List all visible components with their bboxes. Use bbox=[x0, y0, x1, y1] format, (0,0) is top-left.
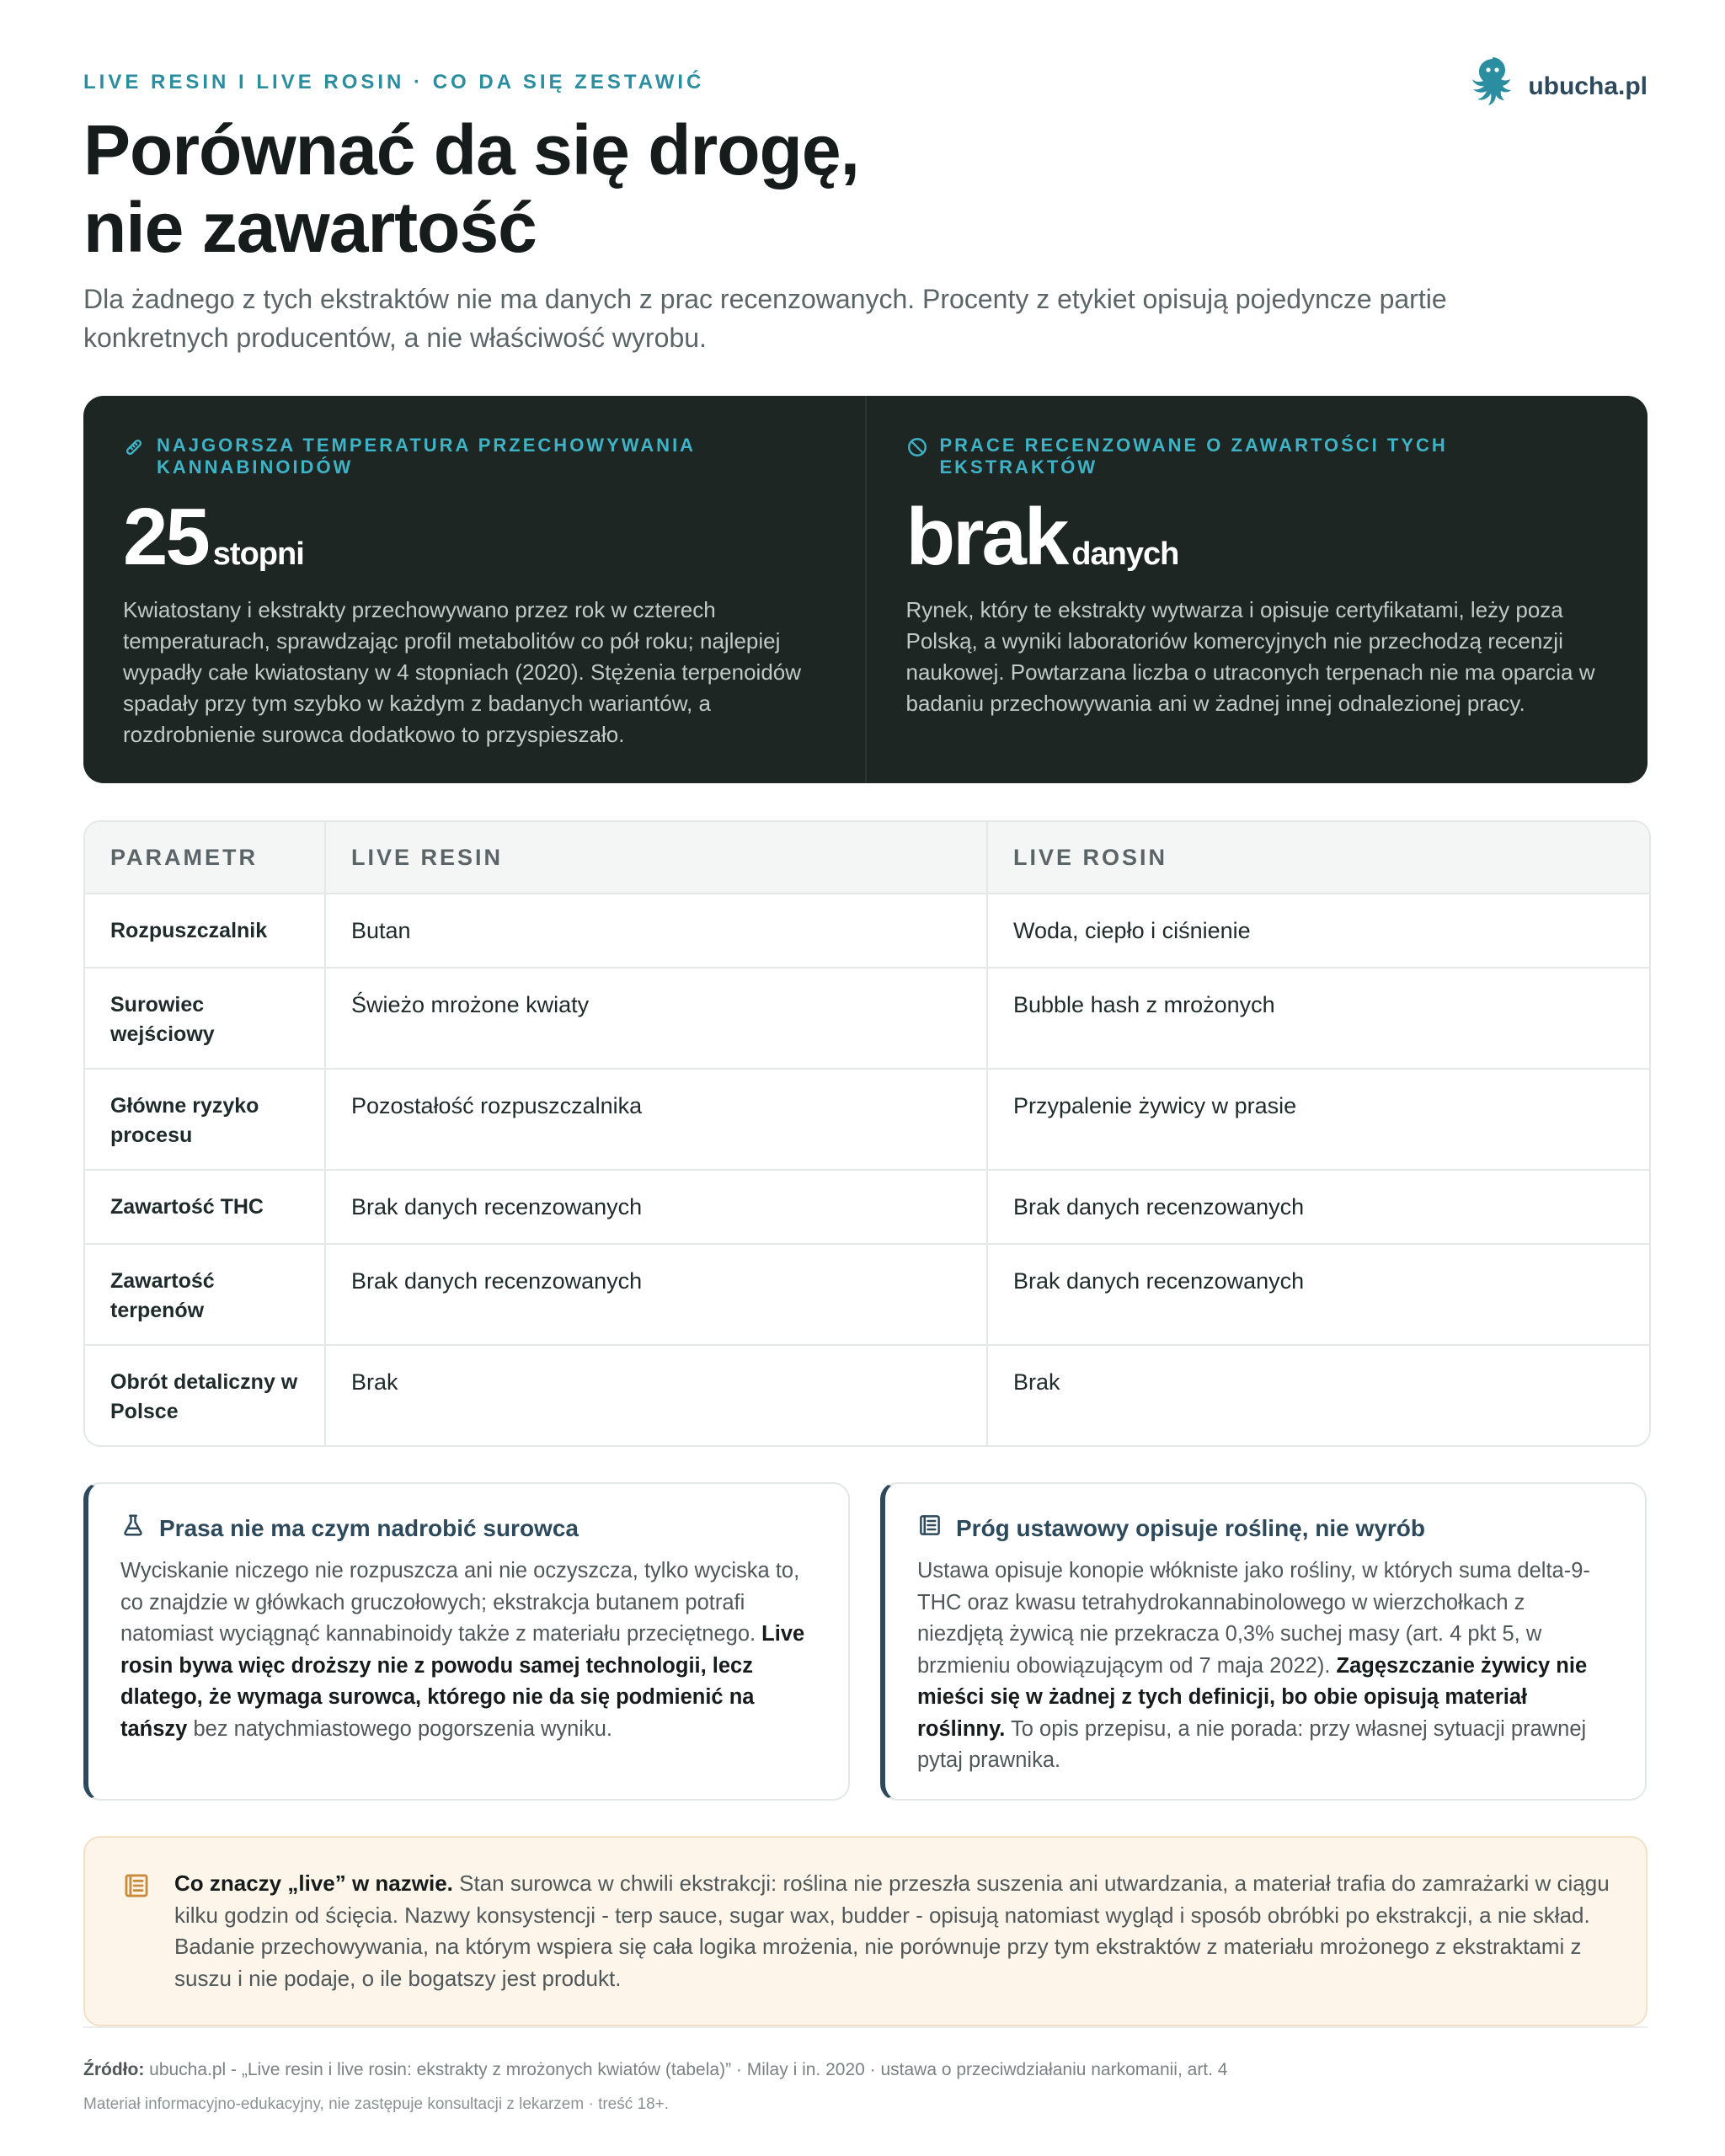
callout-body: Wyciskanie niczego nie rozpuszcza ani nie oczyszcza, tylko wyciska to, co znajdzie w główkach gruczołowych; ekstrakcja butanem potrafi natomiast wyciągnąć kannabinoidy także z materiału przeciętnego. Live rosin bywa więc droższy nie z powodu samej technologii, lecz dlatego, że wymaga surowca, którego nie da się podmienić na tańszy bez natychmiastowego pogorszenia wyniku. bbox=[120, 1559, 805, 1741]
callout-body: Ustawa opisuje konopie włókniste jako rośliny, w których suma delta-9-THC oraz kwasu tetrahydrokannabinolowego w wierzchołkach z niezdjętą żywicą nie przekracza 0,3% suchej masy (art. 4 pkt 5, w brzmieniu obowiązującym od 7 maja 2022). Zagęszczanie żywicy nie mieści się w żadnej z tych definicji, bo obie opisują materiał roślinny. To opis przepisu, a nie porada: przy własnej sytuacji prawnej pytaj prawnika. bbox=[917, 1559, 1590, 1772]
flask-icon bbox=[120, 1513, 146, 1544]
stat-label: NAJGORSZA TEMPERATURA PRZECHOWYWANIA KANNABINOIDÓW bbox=[157, 435, 696, 478]
footer-divider bbox=[83, 2026, 1648, 2028]
stat-description: Rynek, który te ekstrakty wytwarza i opisuje certyfikatami, leży poza Polską, a wyniki laboratoriów komercyjnych nie przechodzą recenzji naukowej. Powtarzana liczba o utraconych terpenach nie ma oparcia w badaniu przechowywania ani w żadnej innej odnalezionej pracy. bbox=[905, 597, 1595, 716]
table-cell-parameter: Surowiec wejściowy bbox=[85, 969, 326, 1068]
stat-temperature bbox=[83, 396, 865, 783]
table-cell-resin: Brak danych recenzowanych bbox=[326, 1245, 988, 1344]
table-header-row bbox=[85, 822, 1649, 893]
stats-panel bbox=[83, 396, 1648, 783]
brand-logo[interactable] bbox=[1469, 56, 1648, 117]
title-line-2: nie zawartość bbox=[83, 188, 537, 267]
table-cell-rosin: Brak bbox=[1013, 1369, 1060, 1395]
brand-name: ubucha.pl bbox=[1528, 72, 1648, 100]
stat-value: brak bbox=[905, 492, 1067, 582]
disclaimer: Materiał informacyjno-edukacyjny, nie zastępuje konsultacji z lekarzem · treść 18+. bbox=[83, 2095, 670, 2113]
table-row bbox=[85, 1243, 1649, 1344]
table-header-cell: PARAMETR bbox=[85, 822, 326, 893]
table-row bbox=[85, 967, 1649, 1068]
table-cell-parameter: Zawartość THC bbox=[85, 1171, 326, 1243]
callout-press bbox=[83, 1482, 850, 1801]
table-cell-resin: Brak danych recenzowanych bbox=[326, 1171, 988, 1243]
table-cell-rosin: Bubble hash z mrożonych bbox=[1013, 992, 1275, 1017]
table-row bbox=[85, 1068, 1649, 1169]
lede-paragraph: Dla żadnego z tych ekstraktów nie ma danych z prac recenzowanych. Procenty z etykiet opisują pojedyncze partie konkretnych producentów, a nie właściwość wyrobu. bbox=[83, 284, 1447, 353]
callout-emphasis: Zagęszczanie żywicy nie mieści się w żadnej z tych definicji, bo obie opisują materiał roślinny. bbox=[917, 1653, 1588, 1741]
comparison-table bbox=[83, 820, 1651, 1447]
stat-unit: danych bbox=[1071, 536, 1179, 572]
table-cell-parameter: Obrót detaliczny w Polsce bbox=[85, 1346, 326, 1445]
table-cell-resin: Pozostałość rozpuszczalnika bbox=[326, 1070, 988, 1169]
table-cell-rosin: Brak danych recenzowanych bbox=[1013, 1268, 1305, 1294]
eyebrow: LIVE RESIN I LIVE ROSIN · CO DA SIĘ ZESTAWIĆ bbox=[83, 71, 705, 93]
callout-title: Prasa nie ma czym nadrobić surowca bbox=[159, 1514, 579, 1541]
stat-label: PRACE RECENZOWANE O ZAWARTOŚCI TYCH EKSTRAKTÓW bbox=[939, 435, 1448, 478]
table-cell-resin: Butan bbox=[326, 894, 988, 967]
table-cell-parameter: Zawartość terpenów bbox=[85, 1245, 326, 1344]
table-cell-resin: Brak bbox=[326, 1346, 988, 1445]
table-row bbox=[85, 893, 1649, 967]
table-header-cell: LIVE RESIN bbox=[326, 822, 988, 893]
table-row bbox=[85, 1344, 1649, 1445]
note-text: Co znaczy „live” w nazwie. Stan surowca w chwili ekstrakcji: roślina nie przeszła suszenia ani utwardzania, a materiał trafia do zamrażarki w ciągu kilku godzin od ścięcia. Nazwy konsystencji - terp sauce, sugar wax, budder - opisują natomiast wygląd i sposób obróbki po ekstrakcji, a nie skład. Badanie przechowywania, na którym wspiera się cała logika mrożenia, nie porównuje przy tym ekstraktów z materiału mrożonego z ekstraktami z suszu i nie podaje, o ile bogatszy jest produkt. bbox=[174, 1870, 1610, 1991]
title-line-1: Porównać da się drogę, bbox=[83, 110, 859, 189]
note-title: Co znaczy „live” w nazwie. bbox=[174, 1870, 453, 1896]
callout-title: Próg ustawowy opisuje roślinę, nie wyrób bbox=[956, 1514, 1425, 1541]
table-cell-rosin: Przypalenie żywicy w prasie bbox=[1013, 1093, 1297, 1118]
stat-value: 25 bbox=[123, 492, 208, 582]
source-line: Źródło: ubucha.pl - „Live resin i live rosin: ekstrakty z mrożonych kwiatów (tabela)” · Milay i in. 2020 · ustawa o przeciwdziałaniu narkomanii, art. 4 bbox=[83, 2060, 1228, 2079]
stat-description: Kwiatostany i ekstrakty przechowywano przez rok w czterech temperaturach, sprawdzając profil metabolitów co pół roku; najlepiej wypadły całe kwiatostany w 4 stopniach (2020). Stężenia terpenoidów spadały przy tym szybko w każdym z badanych wariantów, a rozdrobnienie surowca dodatkowo to przyspieszało. bbox=[123, 597, 802, 747]
newspaper-icon bbox=[122, 1871, 151, 2025]
table-cell-rosin: Woda, ciepło i ciśnienie bbox=[1013, 918, 1251, 943]
document-icon bbox=[917, 1513, 943, 1544]
table-cell-resin: Świeżo mrożone kwiaty bbox=[326, 969, 988, 1068]
thermometer-icon bbox=[123, 435, 145, 463]
page-title bbox=[83, 111, 859, 266]
callout-emphasis: Live rosin bywa więc droższy nie z powodu samej technologii, lecz dlatego, że wymaga surowca, którego nie da się podmienić na tańszy bbox=[120, 1622, 805, 1741]
stat-peer-review bbox=[865, 396, 1648, 783]
table-cell-parameter: Rozpuszczalnik bbox=[85, 894, 326, 967]
table-header-cell: LIVE ROSIN bbox=[1013, 844, 1168, 870]
info-note bbox=[83, 1836, 1648, 2026]
ban-icon bbox=[906, 435, 928, 463]
table-row bbox=[85, 1169, 1649, 1243]
callout-threshold bbox=[880, 1482, 1647, 1801]
stat-unit: stopni bbox=[212, 536, 304, 572]
table-cell-parameter: Główne ryzyko procesu bbox=[85, 1070, 326, 1169]
octopus-icon bbox=[1469, 56, 1516, 117]
table-cell-rosin: Brak danych recenzowanych bbox=[1013, 1194, 1305, 1219]
